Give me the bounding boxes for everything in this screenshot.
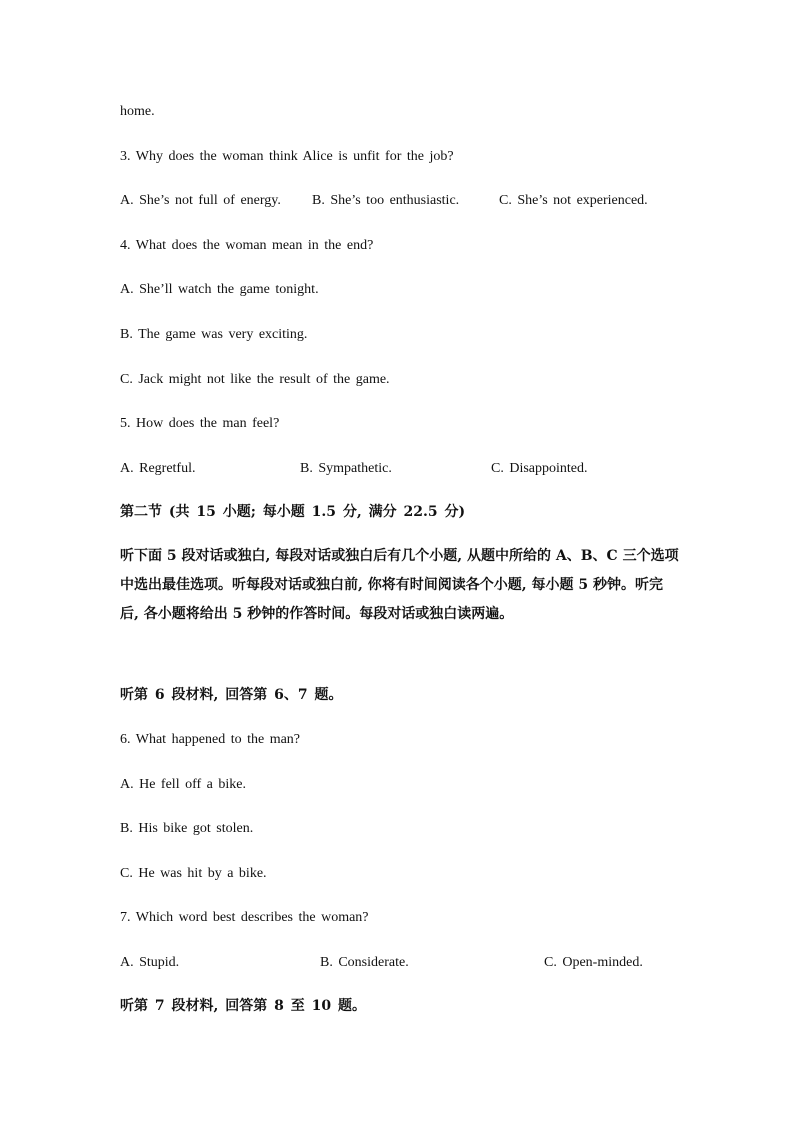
q3-option-a: A. She’s not full of energy. bbox=[120, 193, 281, 208]
q3-option-c: C. She’s not experienced. bbox=[499, 193, 648, 208]
q6-option-a: A. He fell off a bike. bbox=[120, 777, 246, 792]
question-6: 6. What happened to the man? bbox=[120, 732, 301, 747]
q7-option-b: B. Considerate. bbox=[320, 955, 409, 970]
q6-option-c: C. He was hit by a bike. bbox=[120, 866, 267, 881]
passage-6-heading: 听第 6 段材料, 回答第 6、7 题。 bbox=[120, 687, 343, 703]
q5-option-a: A. Regretful. bbox=[120, 461, 196, 476]
q5-option-b: B. Sympathetic. bbox=[300, 461, 392, 476]
q7-option-a: A. Stupid. bbox=[120, 955, 180, 970]
section-2-heading: 第二节 (共 15 小题; 每小题 1.5 分, 满分 22.5 分) bbox=[120, 504, 466, 520]
q4-option-b: B. The game was very exciting. bbox=[120, 327, 308, 342]
passage-7-heading: 听第 7 段材料, 回答第 8 至 10 题。 bbox=[120, 998, 366, 1014]
q6-option-b: B. His bike got stolen. bbox=[120, 821, 254, 836]
q4-option-a: A. She’ll watch the game tonight. bbox=[120, 282, 319, 297]
q5-option-c: C. Disappointed. bbox=[491, 461, 588, 476]
q4-option-c: C. Jack might not like the result of the game. bbox=[120, 372, 390, 387]
section-2-instructions: 听下面 5 段对话或独白, 每段对话或独白后有几个小题, 从题中所给的 A、B、C 三个选项中选出最佳选项。听每段对话或独白前, 你将有时间阅读各个小题, 每小题 5 秒钟。听完后, 各小题将给出 5 秒钟的作答时间。每段对话或独白读两遍。 bbox=[120, 548, 679, 622]
question-4: 4. What does the woman mean in the end? bbox=[120, 238, 374, 253]
question-3: 3. Why does the woman think Alice is unfit for the job? bbox=[120, 149, 454, 164]
q3-option-b: B. She’s too enthusiastic. bbox=[312, 193, 460, 208]
question-5: 5. How does the man feel? bbox=[120, 416, 280, 431]
continuation-text: home. bbox=[120, 104, 155, 119]
question-7: 7. Which word best describes the woman? bbox=[120, 910, 369, 925]
q7-option-c: C. Open-minded. bbox=[544, 955, 643, 970]
